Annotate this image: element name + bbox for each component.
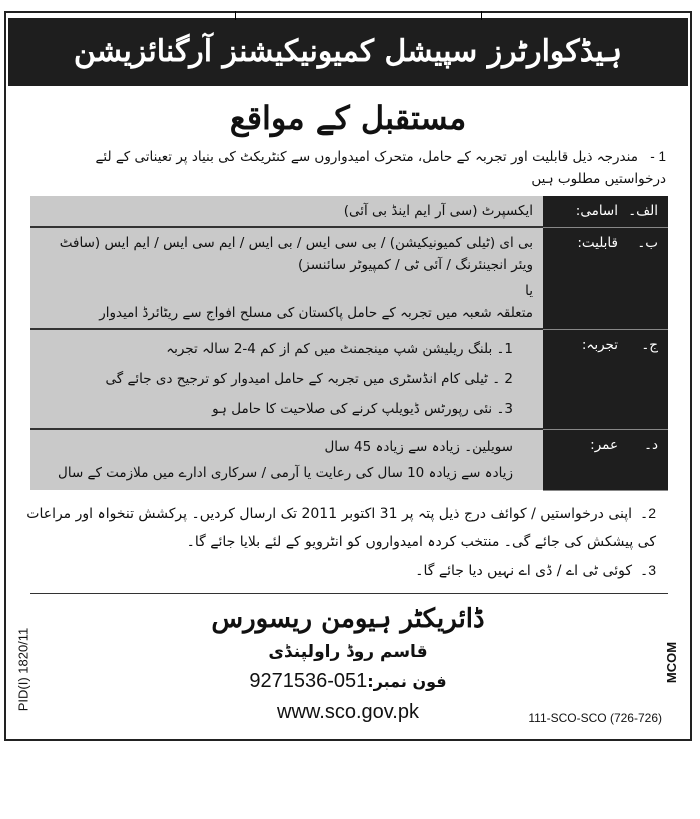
- table-row: [30, 196, 668, 227]
- phone-line: [48, 666, 648, 697]
- item-number: 2۔: [640, 504, 656, 521]
- row-value: ایکسپرٹ (سی آر ایم اینڈ بی آئی): [343, 203, 533, 219]
- website: www.sco.gov.pk: [277, 700, 419, 723]
- org-title-banner: ہیڈکوارٹرز سپیشل کمیونیکیشنز آرگنائزیشن: [8, 18, 688, 86]
- pid-number: PID(I) 1820/11: [15, 627, 31, 712]
- row-value: زیادہ سے زیادہ 10 سال کی رعایت یا آرمی / سرکاری ادارے میں ملازمت کے سال: [58, 465, 513, 481]
- requirements-table: [30, 196, 668, 491]
- list-item: [24, 556, 656, 585]
- instructions-list: [24, 499, 656, 585]
- table-row: [30, 429, 668, 490]
- crop-mark: [481, 11, 482, 20]
- row-letter: ب۔: [637, 234, 658, 251]
- row-value: یا: [525, 283, 533, 299]
- item-text: کوئی ٹی اے / ڈی اے نہیں دیا جائے گا۔: [415, 562, 632, 579]
- row-label: عمر:: [590, 436, 618, 453]
- address: قاسم روڈ راولپنڈی: [268, 641, 428, 662]
- table-row: [30, 329, 668, 429]
- table-row: [30, 227, 668, 329]
- row-value: بی ای (ٹیلی کمیونیکیشن) / بی سی ایس / بی ایس / ایم سی ایس / ایم ایس (سافٹ ویئر انجینئرنگ / آئی ٹی / کمپیوٹر سائنسز): [59, 235, 533, 273]
- item-text: اپنی درخواستیں / کوائف درج ذیل پتہ پر 31 اکتوبر 2011 تک ارسال کردیں۔ پرکشش تنخواہ اور مراعات کی پیشکش کی جائے گی۔ منتخب کردہ امیدواروں کو انٹرویو کے لئے بلایا جائے گا۔: [26, 505, 656, 550]
- item-number: 1 -: [650, 149, 666, 164]
- uan-number: 111-SCO-SCO (726-726): [528, 710, 662, 725]
- row-value: 3۔ نئی رپورٹس ڈیویلپ کرنے کی صلاحیت کا حامل ہو: [212, 401, 513, 417]
- footer: [8, 594, 688, 731]
- row-value: 1۔ بلنگ ریلیشن شپ مینجمنٹ میں کم از کم 4-2 سالہ تجربہ: [166, 341, 513, 357]
- row-value: 2 ۔ ٹیلی کام انڈسٹری میں تجربہ کے حامل امیدوار کو ترجیح دی جائے گی: [105, 371, 513, 387]
- ad-subtitle: مستقبل کے مواقع: [229, 99, 467, 137]
- crop-mark: [235, 11, 236, 20]
- row-label: اسامی:: [575, 203, 618, 219]
- row-value: سویلین۔ زیادہ سے زیادہ 45 سال: [324, 439, 513, 455]
- intro-paragraph: [30, 146, 666, 190]
- row-letter: د۔: [644, 436, 658, 453]
- signatory: ڈائریکٹر ہیومن ریسورس: [211, 603, 485, 634]
- phone-label: فون نمبر:: [367, 671, 447, 691]
- item-number: 3۔: [640, 561, 656, 578]
- phone-number: 051-9271536: [249, 669, 368, 692]
- row-letter: ج۔: [641, 336, 658, 353]
- row-letter: الف۔: [628, 203, 658, 219]
- row-label: تجربہ:: [581, 336, 618, 353]
- agency-code: MCOM: [663, 642, 679, 684]
- row-value: متعلقہ شعبہ میں تجربہ کے حامل پاکستان کی مسلح افواج سے ریٹائرڈ امیدوار: [99, 305, 533, 321]
- row-label: قابلیت:: [577, 234, 618, 251]
- ad-border: [4, 11, 692, 741]
- list-item: [24, 499, 656, 556]
- intro-text: مندرجہ ذیل قابلیت اور تجربہ کے حامل، متحرک امیدواروں سے کنٹریکٹ کی بنیاد پر تعیناتی کے لئے درخواستیں مطلوب ہیں: [95, 149, 666, 187]
